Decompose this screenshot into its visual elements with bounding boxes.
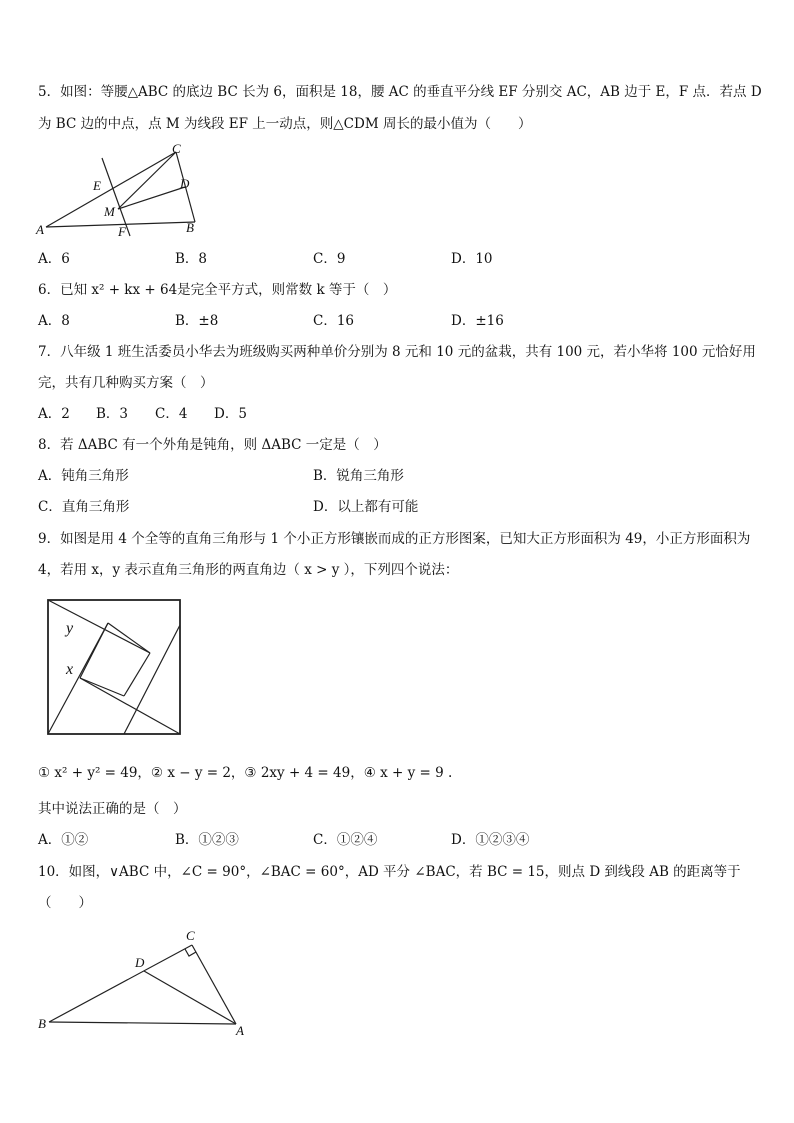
q9-statements: ① x² + y² = 49，② x − y = 2，③ 2xy + 4 = 49，④ x + y = 9 . [38,765,453,781]
q9-text-line2: 4，若用 x，y 表示直角三角形的两直角边（ x > y ），下列四个说法： [38,562,459,578]
q7-option-d[interactable]: D．5 [214,406,247,422]
q9-inner-side-top [108,623,150,653]
q10-side-ab [49,1022,236,1024]
q6-option-d[interactable]: D．±16 [451,313,504,329]
q5-option-a[interactable]: A．6 [38,251,70,267]
q9-square-figure [46,598,182,738]
q9-label-y: y [66,620,74,637]
q10-text-line2: （ ） [38,895,92,911]
q10-side-ca [192,945,236,1024]
q10-label-d: D [135,955,145,970]
q9-inner-side-left [80,623,108,678]
q5-label-f: F [118,224,126,239]
q5-label-d: D [180,176,190,191]
q8-option-c[interactable]: C．直角三角形 [38,499,130,515]
q6-option-b[interactable]: B．±8 [175,313,219,329]
q10-triangle-figure [34,925,254,1040]
q5-text-line2: 为 BC 边的中点，点 M 为线段 EF 上一动点，则△CDM 周长的最小值为（ ） [38,116,532,132]
q5-segment-dm [118,187,185,209]
q7-text-line1: 7．八年级 1 班生活委员小华去为班级购买两种单价分别为 8 元和 10 元的盆栽，共有 100 元，若小华将 100 元恰好用 [38,344,756,360]
q9-label-x: x [66,661,74,678]
q6-option-c[interactable]: C．16 [313,313,355,329]
q8-option-a[interactable]: A．钝角三角形 [38,468,129,484]
q9-option-d[interactable]: D．①②③④ [451,832,530,848]
q9-option-b[interactable]: B．①②③ [175,832,239,848]
q10-segment-ad [144,971,236,1024]
q9-text-line1: 9．如图是用 4 个全等的直角三角形与 1 个小正方形镶嵌而成的正方形图案，已知大正方形面积为 49，小正方形面积为 [38,531,751,547]
q10-text-line1: 10．如图，∨ABC 中，∠C = 90°，∠BAC = 60°，AD 平分 ∠BAC，若 BC = 15，则点 D 到线段 AB 的距离等于 [38,864,741,880]
q7-option-a[interactable]: A．2 [38,406,70,422]
q8-option-b[interactable]: B．锐角三角形 [313,468,404,484]
q9-inner-side-bottom [80,678,124,696]
q8-option-d[interactable]: D．以上都有可能 [313,499,419,515]
q5-option-b[interactable]: B．8 [175,251,208,267]
q10-label-a: A [236,1023,244,1038]
q9-segment-1 [48,600,150,653]
q5-triangle-figure [30,140,210,240]
q5-label-a: A [36,222,44,237]
q9-option-a[interactable]: A．①② [38,832,89,848]
q9-inner-side-right [124,653,150,696]
q9-option-c[interactable]: C．①②④ [313,832,378,848]
q10-label-b: B [38,1016,46,1031]
q10-side-bc [49,945,192,1022]
q5-text-line1: 5．如图：等腰△ABC 的底边 BC 长为 6，面积是 18，腰 AC 的垂直平分线 EF 分别交 AC，AB 边于 E，F 点．若点 D [38,84,762,100]
q10-label-c: C [186,928,195,943]
q7-option-b[interactable]: B．3 [96,406,129,422]
q5-label-c: C [172,141,181,156]
q6-text-line1: 6．已知 x² + kx + 64是完全平方式，则常数 k 等于（ ） [38,282,397,298]
q5-label-e: E [93,178,101,193]
q9-prompt: 其中说法正确的是（ ） [38,801,187,817]
q6-option-a[interactable]: A．8 [38,313,70,329]
q5-option-c[interactable]: C．9 [313,251,346,267]
q7-option-c[interactable]: C．4 [155,406,188,422]
q7-text-line2: 完，共有几种购买方案（ ） [38,375,214,391]
q8-text-line1: 8．若 ΔABC 有一个外角是钝角，则 ΔABC 一定是（ ） [38,437,387,453]
q5-label-b: B [186,220,194,235]
q5-option-d[interactable]: D．10 [451,251,493,267]
q5-label-m: M [104,204,115,219]
